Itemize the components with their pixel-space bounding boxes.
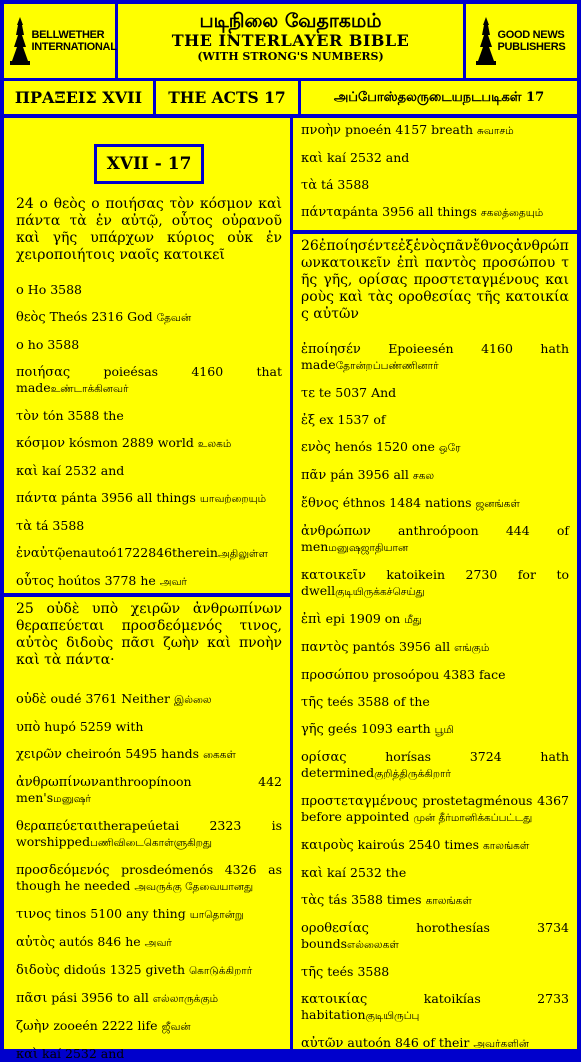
transliteration-strongs-english: anthroópoon 444 of men bbox=[301, 523, 569, 554]
word-row bbox=[16, 463, 282, 479]
tamil-gloss: சகலத்தையும் bbox=[480, 207, 544, 219]
greek-word: τὰ bbox=[301, 178, 317, 193]
greek-word: κατοικεῖν bbox=[301, 568, 366, 583]
word-row bbox=[16, 962, 282, 979]
tamil-gloss: முன் தீர்மானிக்கப்பட்டது bbox=[413, 812, 533, 824]
transliteration-strongs-english: prosdeómenós 4326 as though he needed bbox=[16, 862, 282, 893]
word-row bbox=[301, 204, 569, 221]
transliteration-strongs-english: katoikías 2733 habitation bbox=[301, 991, 569, 1022]
tamil-gloss: ஜனங்கள் bbox=[475, 498, 520, 510]
word-row bbox=[16, 818, 282, 851]
title-box bbox=[118, 4, 463, 78]
word-row bbox=[301, 523, 569, 556]
word-row bbox=[301, 865, 569, 881]
greek-word: ἐπὶ bbox=[301, 612, 322, 627]
tamil-gloss: உலகம் bbox=[197, 438, 232, 450]
greek-word: τὰς bbox=[301, 893, 325, 908]
bar-english: THE ACTS 17 bbox=[156, 81, 298, 114]
right-bottom-panel bbox=[293, 234, 577, 1049]
transliteration-strongs-english: tá 3588 bbox=[31, 518, 85, 533]
greek-word: αὐτὸς bbox=[16, 935, 55, 950]
greek-word: πᾶσι bbox=[16, 991, 48, 1006]
tamil-gloss: மனுஷர் bbox=[53, 793, 92, 805]
greek-word: προστεταγμένους bbox=[301, 794, 418, 809]
word-row bbox=[301, 177, 569, 193]
transliteration-strongs-english: Theós 2316 God bbox=[45, 309, 157, 324]
word-row bbox=[16, 364, 282, 397]
word-row bbox=[16, 906, 282, 923]
transliteration-strongs-english: oudé 3761 Neither bbox=[46, 691, 175, 706]
word-row bbox=[16, 934, 282, 951]
word-row bbox=[301, 1035, 569, 1052]
transliteration-strongs-english: horothesías 3734 bounds bbox=[301, 920, 569, 951]
word-row bbox=[301, 385, 569, 401]
greek-word: ἀνθρώπων bbox=[301, 524, 371, 539]
tamil-gloss: சகல bbox=[412, 470, 435, 482]
greek-word: θεὸς bbox=[16, 310, 46, 325]
word-row bbox=[16, 862, 282, 895]
word-row bbox=[301, 467, 569, 484]
transliteration-strongs-english: ex 1537 of bbox=[315, 412, 386, 427]
transliteration-strongs-english: teés 3588 of the bbox=[323, 694, 430, 709]
transliteration-strongs-english: ho 3588 bbox=[23, 337, 80, 352]
word-row bbox=[301, 964, 569, 980]
greek-word: υπὸ bbox=[16, 720, 41, 735]
word-row bbox=[301, 495, 569, 512]
tamil-gloss: அவர் bbox=[144, 937, 172, 949]
transliteration-strongs-english: pási 3956 to all bbox=[47, 990, 153, 1005]
tamil-gloss: யாவற்றையும் bbox=[199, 493, 267, 505]
left-top-panel bbox=[4, 118, 290, 593]
word-row bbox=[301, 150, 569, 166]
greek-word: πᾶν bbox=[301, 468, 327, 483]
transliteration-strongs-english: hupó 5259 with bbox=[40, 719, 144, 734]
tamil-gloss: எல்லைகள் bbox=[347, 939, 399, 951]
tamil-gloss: மீது bbox=[404, 614, 422, 626]
tamil-gloss: அவர் bbox=[159, 576, 187, 588]
word-row bbox=[16, 719, 282, 735]
greek-word: γῆς bbox=[301, 722, 324, 737]
greek-word: οροθεσίας bbox=[301, 921, 369, 936]
tamil-gloss: தோன்றப்பண்ணினார் bbox=[335, 360, 439, 372]
transliteration-strongs-english: kaí 2532 and bbox=[323, 150, 410, 165]
tamil-gloss: உண்டாக்கினவர் bbox=[50, 383, 129, 395]
tamil-gloss: அதிலுள்ள bbox=[217, 548, 268, 560]
word-row bbox=[16, 408, 282, 424]
tamil-gloss: இல்லை bbox=[174, 694, 212, 706]
greek-word: διδοὺς bbox=[16, 963, 60, 978]
word-row bbox=[301, 793, 569, 826]
greek-word: καὶ bbox=[301, 866, 324, 881]
greek-word: ορίσας bbox=[301, 750, 347, 765]
tamil-gloss: எங்கும் bbox=[454, 642, 490, 654]
transliteration-strongs-english: kaí 2532 the bbox=[323, 865, 407, 880]
word-row bbox=[301, 991, 569, 1024]
word-row bbox=[301, 667, 569, 683]
transliteration-strongs-english: autós 846 he bbox=[54, 934, 145, 949]
word-row bbox=[16, 545, 282, 562]
transliteration-strongs-english: te 5037 And bbox=[314, 385, 397, 400]
right-top-panel bbox=[293, 118, 577, 230]
transliteration-strongs-english: katoikein 2730 for to dwell bbox=[301, 567, 569, 598]
word-row bbox=[16, 1018, 282, 1035]
tamil-gloss: ஜீவன் bbox=[161, 1021, 191, 1033]
greek-word: ποιήσας bbox=[16, 365, 71, 380]
transliteration-strongs-english: kósmon 2889 world bbox=[65, 435, 198, 450]
transliteration-strongs-english: pánta 3956 all things bbox=[57, 490, 200, 505]
transliteration-strongs-english: teés 3588 bbox=[323, 964, 390, 979]
word-row bbox=[16, 337, 282, 353]
transliteration-strongs-english: epi 1909 on bbox=[321, 611, 405, 626]
word-row bbox=[16, 518, 282, 534]
greek-word: ἐξ bbox=[301, 413, 316, 428]
greek-word: προσδεόμενός bbox=[16, 863, 110, 878]
tamil-gloss: குடியிருக்கச்செய்து bbox=[335, 586, 425, 598]
transliteration-strongs-english: pnoeén 4157 breath bbox=[340, 122, 477, 137]
word-row bbox=[16, 691, 282, 708]
tamil-gloss: யாதொன்று bbox=[189, 909, 244, 921]
transliteration-strongs-english: éthnos 1484 nations bbox=[338, 495, 476, 510]
tamil-gloss: கொடுக்கிறார் bbox=[189, 965, 253, 977]
transliteration-strongs-english: horísas 3724 hath determined bbox=[301, 749, 569, 780]
verse-24: 24 ο θεὸς ο ποιήσας τὸν κόσμον καὶ πάντα τὰ ἐν αὐτῷ, οὗτος οὐρανοῦ καὶ γῆς υπάρχων κύριος οὐκ ἐν χειροποιήτοις ναοῖς κατοικεῖ bbox=[16, 196, 282, 263]
word-row bbox=[16, 573, 282, 590]
word-row bbox=[301, 412, 569, 428]
transliteration-strongs-english: tá 3588 bbox=[316, 177, 370, 192]
word-row bbox=[301, 749, 569, 782]
greek-word: ἐποίησέν bbox=[301, 342, 361, 357]
chapter-label: XVII - 17 bbox=[94, 144, 204, 184]
title-main: THE INTERLAYER BIBLE bbox=[171, 31, 410, 50]
tamil-gloss: குறித்திருக்கிறார் bbox=[374, 768, 452, 780]
bellwether-logo-icon bbox=[10, 17, 30, 65]
verse-25: 25 οὐδὲ υπὸ χειρῶν ἀνθρωπίνων θεραπεύεται προσδεόμενός τινος, αὐτὸς διδοὺς πᾶσι ζωὴν καὶ πνοὴν καὶ τὰ πάντα· bbox=[16, 601, 282, 668]
word-row bbox=[301, 611, 569, 628]
transliteration-strongs-english: hoútos 3778 he bbox=[54, 573, 160, 588]
word-row bbox=[16, 282, 282, 298]
greek-word: προσώπου bbox=[301, 668, 369, 683]
tamil-gloss: சுவாசம் bbox=[477, 125, 514, 137]
word-row bbox=[16, 990, 282, 1007]
verse-26: 26ἐποίησέντεἐξἑνὸςπᾶνἔθνοςἀνθρώπωνκατοικεῖν ἐπὶ παντὸς προσώπου τῆς γῆς, ορίσας προστεταγμένους καιροὺς καὶ τὰς οροθεσίας τῆς κατοικίας αὐτῶν bbox=[301, 238, 569, 322]
transliteration-strongs-english: prosoópou 4383 face bbox=[368, 667, 506, 682]
goodnews-logo-icon bbox=[476, 17, 496, 65]
greek-word: ἔθνος bbox=[301, 496, 339, 511]
word-row bbox=[16, 746, 282, 763]
word-row bbox=[301, 837, 569, 854]
word-row bbox=[16, 1046, 282, 1062]
greek-word: ζωὴν bbox=[16, 1019, 50, 1034]
greek-word: οὗτος bbox=[16, 574, 55, 589]
greek-word: καιροὺς bbox=[301, 838, 354, 853]
word-row bbox=[301, 439, 569, 456]
greek-word: οὐδὲ bbox=[16, 692, 47, 707]
word-row bbox=[301, 122, 569, 139]
word-row bbox=[16, 309, 282, 326]
greek-word: αὐτῶν bbox=[301, 1036, 344, 1051]
word-row bbox=[301, 892, 569, 909]
tamil-gloss: மனுஷஜாதியான bbox=[328, 542, 409, 554]
greek-word: θεραπεύεται bbox=[16, 819, 98, 834]
greek-word: κατοικίας bbox=[301, 992, 368, 1007]
tamil-gloss: அவருக்கு தேவையானது bbox=[134, 881, 254, 893]
transliteration-strongs-english: tás 3588 times bbox=[324, 892, 426, 907]
word-row bbox=[16, 774, 282, 807]
greek-word: κόσμον bbox=[16, 436, 66, 451]
transliteration-strongs-english: tón 3588 the bbox=[38, 408, 124, 423]
title-sub: (WITH STRONG'S NUMBERS) bbox=[197, 50, 384, 63]
greek-word: πάντα bbox=[301, 205, 343, 220]
greek-word: ἀνθρωπίνων bbox=[16, 775, 99, 790]
transliteration-strongs-english: therapeúetai 2323 is worshipped bbox=[16, 818, 282, 849]
transliteration-strongs-english: geés 1093 earth bbox=[323, 721, 435, 736]
word-row bbox=[301, 567, 569, 600]
transliteration-strongs-english: cheiroón 5495 hands bbox=[61, 746, 204, 761]
transliteration-strongs-english: henós 1520 one bbox=[330, 439, 439, 454]
greek-word: ο bbox=[16, 338, 24, 353]
word-row bbox=[301, 639, 569, 656]
transliteration-strongs-english: tinos 5100 any thing bbox=[51, 906, 190, 921]
tamil-gloss: கைகள் bbox=[203, 749, 236, 761]
greek-word: ο bbox=[16, 283, 24, 298]
greek-word: πάντα bbox=[16, 491, 58, 506]
transliteration-strongs-english: pán 3956 all bbox=[326, 467, 413, 482]
logo-right bbox=[466, 4, 577, 78]
tamil-gloss: பூமி bbox=[434, 724, 454, 736]
tamil-gloss: பணிவிடைகொள்ளுகிறது bbox=[90, 837, 212, 849]
bar-tamil: அப்போஸ்தலருடையநடபடிகள் 17 bbox=[301, 81, 577, 114]
bar-greek: ΠΡΑΞΕΙΣ XVII bbox=[4, 81, 153, 114]
greek-word: τὰ bbox=[16, 519, 32, 534]
word-row bbox=[301, 920, 569, 953]
transliteration-strongs-english: pantós 3956 all bbox=[348, 639, 455, 654]
transliteration-strongs-english: kaí 2532 and bbox=[38, 1046, 125, 1061]
logo-left bbox=[4, 4, 115, 78]
word-row bbox=[301, 721, 569, 738]
transliteration-strongs-english: didoús 1325 giveth bbox=[59, 962, 189, 977]
transliteration-strongs-english: prostetagménous 4367 before appointed bbox=[301, 793, 569, 824]
greek-word: παντὸς bbox=[301, 640, 349, 655]
transliteration-strongs-english: anthroopínoon 442 men's bbox=[16, 774, 282, 805]
tamil-gloss: காலங்கள் bbox=[483, 840, 530, 852]
word-row bbox=[301, 694, 569, 710]
greek-word: πνοὴν bbox=[301, 123, 341, 138]
transliteration-strongs-english: pánta 3956 all things bbox=[342, 204, 481, 219]
transliteration-strongs-english: autoón 846 of their bbox=[343, 1035, 474, 1050]
tamil-gloss: ஒரே bbox=[438, 442, 461, 454]
tamil-gloss: காலங்கள் bbox=[425, 895, 472, 907]
left-bottom-panel bbox=[4, 597, 290, 1062]
greek-word: τε bbox=[301, 386, 315, 401]
logo-right-text: GOOD NEWS PUBLISHERS bbox=[497, 29, 566, 53]
greek-word: ἐναὐτῷ bbox=[16, 546, 66, 561]
title-tamil: படிநிலை வேதாகமம் bbox=[199, 10, 382, 32]
logo-left-text: BELLWETHER INTERNATIONAL bbox=[31, 29, 117, 53]
greek-word: τῆς bbox=[301, 695, 324, 710]
transliteration-strongs-english: enautoó1722846therein bbox=[65, 545, 218, 560]
tamil-gloss: தேவன் bbox=[156, 312, 192, 324]
greek-word: τὸν bbox=[16, 409, 39, 424]
greek-word: καὶ bbox=[16, 1047, 39, 1062]
word-row bbox=[16, 490, 282, 507]
transliteration-strongs-english: kaí 2532 and bbox=[38, 463, 125, 478]
greek-word: ενὸς bbox=[301, 440, 331, 455]
transliteration-strongs-english: Epoieesén 4160 hath made bbox=[301, 341, 569, 372]
tamil-gloss: அவர்களின் bbox=[473, 1038, 530, 1050]
word-row bbox=[301, 341, 569, 374]
transliteration-strongs-english: zooeén 2222 life bbox=[49, 1018, 162, 1033]
greek-word: τινος bbox=[16, 907, 52, 922]
greek-word: χειρῶν bbox=[16, 747, 62, 762]
tamil-gloss: எல்லாருக்கும் bbox=[152, 993, 219, 1005]
word-row bbox=[16, 435, 282, 452]
greek-word: τῆς bbox=[301, 965, 324, 980]
tamil-gloss: குடியிருப்பு bbox=[365, 1010, 420, 1022]
transliteration-strongs-english: poieésas 4160 that made bbox=[16, 364, 282, 395]
greek-word: καὶ bbox=[301, 151, 324, 166]
transliteration-strongs-english: kairoús 2540 times bbox=[353, 837, 484, 852]
greek-word: καὶ bbox=[16, 464, 39, 479]
transliteration-strongs-english: Ho 3588 bbox=[23, 282, 83, 297]
